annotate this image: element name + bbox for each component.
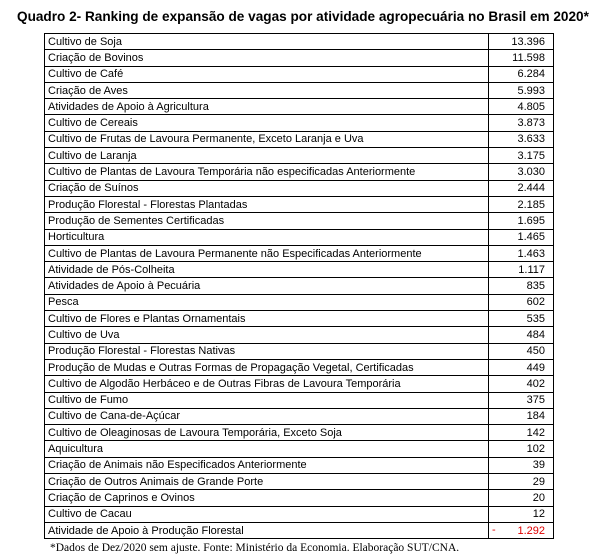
activity-cell: Produção Florestal - Florestas Plantadas <box>45 196 489 212</box>
value-text: 484 <box>526 328 545 341</box>
value-cell <box>489 490 554 506</box>
activity-cell: Criação de Aves <box>45 82 489 98</box>
table-row <box>45 522 554 538</box>
table-row <box>45 457 554 473</box>
value-text: 449 <box>526 361 545 374</box>
activity-cell: Cultivo de Laranja <box>45 148 489 164</box>
activity-cell: Horticultura <box>45 229 489 245</box>
value-cell <box>489 311 554 327</box>
value-text: 402 <box>526 377 545 390</box>
table-row <box>45 311 554 327</box>
activity-cell: Cultivo de Frutas de Lavoura Permanente, Exceto Laranja e Uva <box>45 131 489 147</box>
value-text: 12 <box>532 508 545 521</box>
activity-cell: Aquicultura <box>45 441 489 457</box>
value-cell <box>489 392 554 408</box>
value-cell <box>489 131 554 147</box>
table-row <box>45 294 554 310</box>
value-text: 535 <box>526 312 545 325</box>
value-cell <box>489 294 554 310</box>
activity-cell: Cultivo de Oleaginosas de Lavoura Temporária, Exceto Soja <box>45 425 489 441</box>
table-row <box>45 34 554 50</box>
value-cell <box>489 50 554 66</box>
table-row <box>45 245 554 261</box>
activity-cell: Atividade de Pós-Colheita <box>45 262 489 278</box>
value-cell <box>489 245 554 261</box>
table-row <box>45 441 554 457</box>
value-cell <box>489 343 554 359</box>
table-row <box>45 359 554 375</box>
value-text: 184 <box>526 410 545 423</box>
table-row <box>45 180 554 196</box>
table-row <box>45 229 554 245</box>
table-row <box>45 131 554 147</box>
activity-cell: Cultivo de Uva <box>45 327 489 343</box>
value-cell <box>489 522 554 538</box>
value-cell <box>489 474 554 490</box>
value-text: 6.284 <box>517 68 545 81</box>
value-cell <box>489 506 554 522</box>
value-cell <box>489 66 554 82</box>
value-text: 1.292 <box>517 524 545 537</box>
value-text: 20 <box>532 491 545 504</box>
table-row <box>45 474 554 490</box>
activity-cell: Criação de Suínos <box>45 180 489 196</box>
value-cell <box>489 148 554 164</box>
source-footnote: *Dados de Dez/2020 sem ajuste. Fonte: Ministério da Economia. Elaboração SUT/CNA. <box>50 542 460 554</box>
value-cell <box>489 164 554 180</box>
table-row <box>45 278 554 294</box>
activity-cell: Cultivo de Cacau <box>45 506 489 522</box>
value-text: 29 <box>532 475 545 488</box>
activity-cell: Produção Florestal - Florestas Nativas <box>45 343 489 359</box>
value-cell <box>489 376 554 392</box>
activity-cell: Cultivo de Fumo <box>45 392 489 408</box>
table-row <box>45 164 554 180</box>
value-text: 3.873 <box>517 117 545 130</box>
value-cell <box>489 115 554 131</box>
value-cell <box>489 278 554 294</box>
value-text: 2.444 <box>517 182 545 195</box>
value-text: 1.465 <box>517 231 545 244</box>
activity-cell: Criação de Outros Animais de Grande Porte <box>45 474 489 490</box>
table-row <box>45 99 554 115</box>
value-text: 375 <box>526 394 545 407</box>
value-cell <box>489 180 554 196</box>
table-title: Quadro 2- Ranking de expansão de vagas por atividade agropecuária no Brasil em 2020* <box>17 9 589 24</box>
table-row <box>45 50 554 66</box>
value-text: 1.117 <box>518 263 545 276</box>
table-row <box>45 376 554 392</box>
value-text: 1.463 <box>517 247 545 260</box>
value-text: 602 <box>526 296 545 309</box>
value-text: 39 <box>532 459 545 472</box>
table-row <box>45 196 554 212</box>
table-row <box>45 82 554 98</box>
table-row <box>45 408 554 424</box>
activity-cell: Produção de Sementes Certificadas <box>45 213 489 229</box>
value-text: 102 <box>526 443 545 456</box>
value-text: 1.695 <box>517 214 545 227</box>
table-row <box>45 66 554 82</box>
table-row <box>45 115 554 131</box>
value-text: 11.598 <box>512 51 545 64</box>
value-cell <box>489 441 554 457</box>
activity-cell: Criação de Bovinos <box>45 50 489 66</box>
value-text: 142 <box>526 426 545 439</box>
value-text: 3.175 <box>517 149 545 162</box>
table-row <box>45 392 554 408</box>
value-text: 3.633 <box>517 133 545 146</box>
value-text: 5.993 <box>517 84 545 97</box>
table-row <box>45 490 554 506</box>
activity-cell: Cultivo de Flores e Plantas Ornamentais <box>45 311 489 327</box>
table-row <box>45 148 554 164</box>
activity-cell: Pesca <box>45 294 489 310</box>
value-cell <box>489 196 554 212</box>
value-cell <box>489 359 554 375</box>
value-cell <box>489 34 554 50</box>
value-cell <box>489 82 554 98</box>
value-cell <box>489 229 554 245</box>
table-row <box>45 213 554 229</box>
value-cell <box>489 457 554 473</box>
table-row <box>45 506 554 522</box>
value-cell <box>489 262 554 278</box>
activity-cell: Cultivo de Café <box>45 66 489 82</box>
value-text: 13.396 <box>511 35 545 48</box>
activity-cell: Cultivo de Cereais <box>45 115 489 131</box>
activity-cell: Atividades de Apoio à Agricultura <box>45 99 489 115</box>
value-text: 835 <box>526 280 545 293</box>
ranking-table <box>44 33 554 539</box>
value-text: 450 <box>526 345 545 358</box>
activity-cell: Cultivo de Plantas de Lavoura Temporária não especificadas Anteriormente <box>45 164 489 180</box>
table-row <box>45 343 554 359</box>
table-row <box>45 425 554 441</box>
value-cell <box>489 99 554 115</box>
value-cell <box>489 213 554 229</box>
value-cell <box>489 425 554 441</box>
value-text: 4.805 <box>517 100 545 113</box>
ranking-table-body <box>45 34 554 539</box>
activity-cell: Cultivo de Soja <box>45 34 489 50</box>
activity-cell: Criação de Animais não Especificados Anteriormente <box>45 457 489 473</box>
activity-cell: Atividade de Apoio à Produção Florestal <box>45 522 489 538</box>
table-row <box>45 327 554 343</box>
value-text: 3.030 <box>517 166 545 179</box>
value-cell <box>489 408 554 424</box>
activity-cell: Cultivo de Plantas de Lavoura Permanente não Especificadas Anteriormente <box>45 245 489 261</box>
activity-cell: Cultivo de Algodão Herbáceo e de Outras Fibras de Lavoura Temporária <box>45 376 489 392</box>
activity-cell: Produção de Mudas e Outras Formas de Propagação Vegetal, Certificadas <box>45 359 489 375</box>
negative-sign: - <box>492 523 496 536</box>
activity-cell: Cultivo de Cana-de-Açúcar <box>45 408 489 424</box>
activity-cell: Criação de Caprinos e Ovinos <box>45 490 489 506</box>
table-row <box>45 262 554 278</box>
value-text: 2.185 <box>517 198 545 211</box>
activity-cell: Atividades de Apoio à Pecuária <box>45 278 489 294</box>
value-cell <box>489 327 554 343</box>
